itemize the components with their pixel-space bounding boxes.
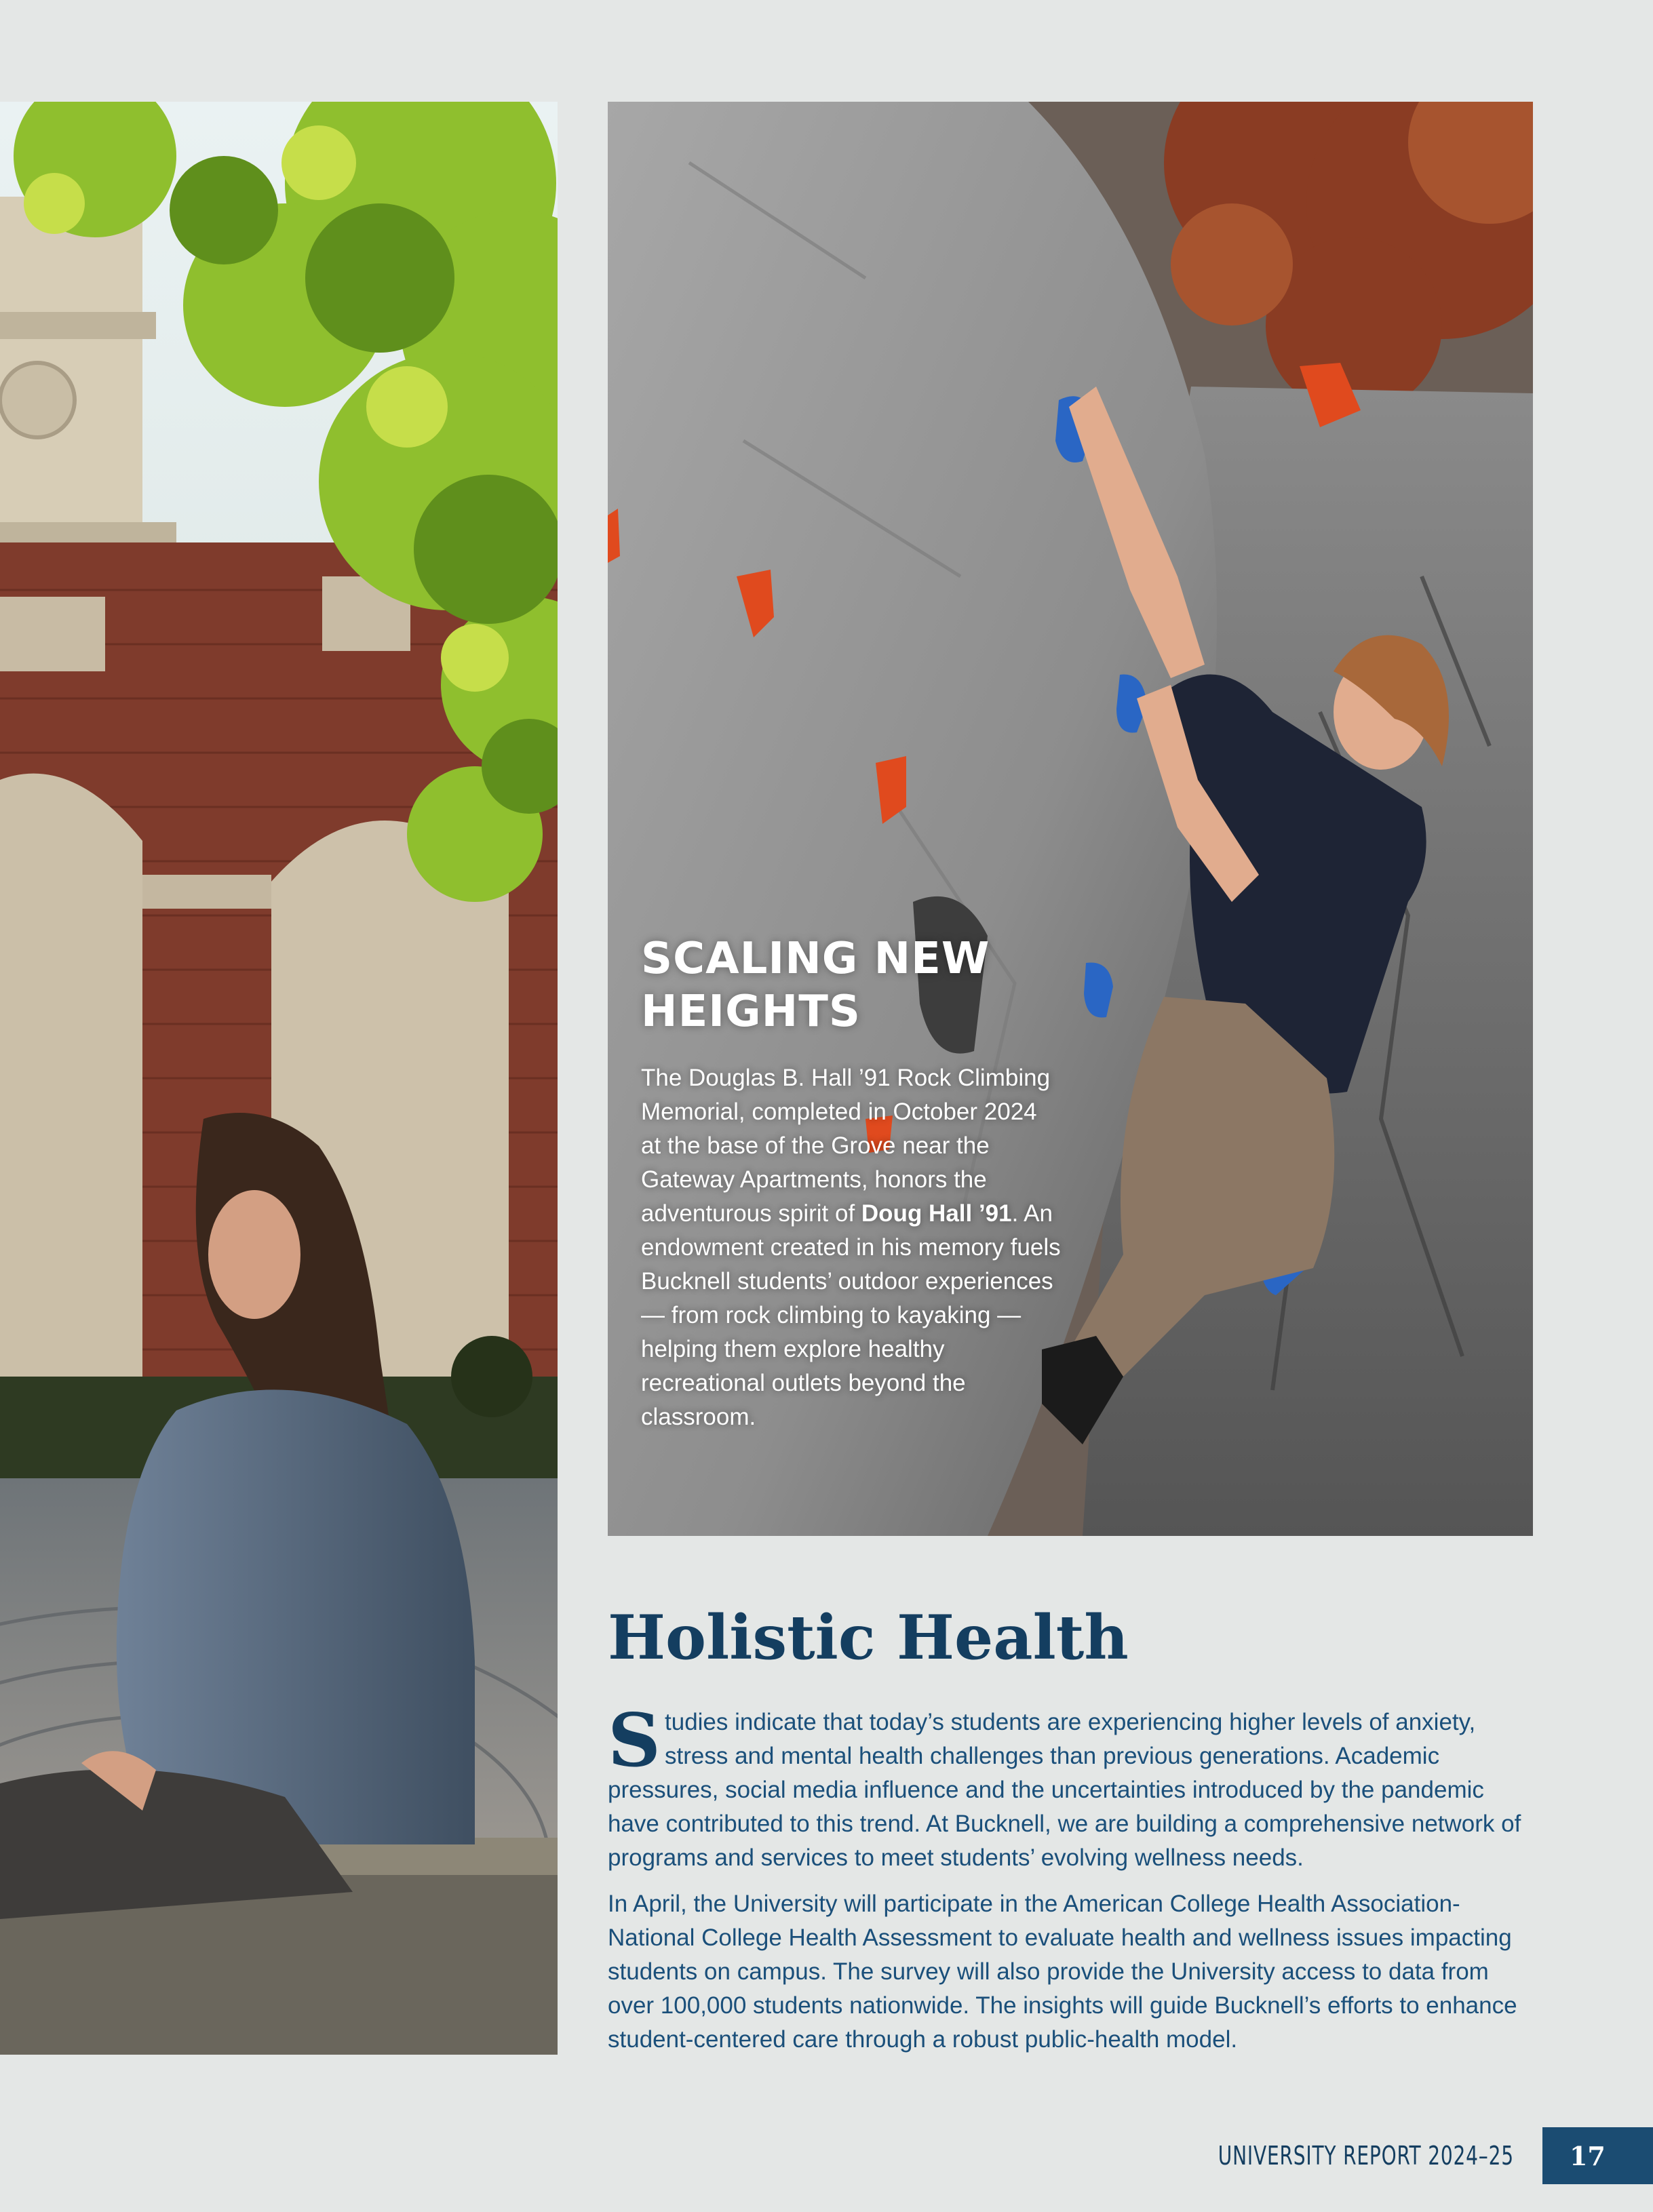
caption-title-line2: HEIGHTS (641, 987, 861, 1037)
article-heading: Holistic Health (608, 1602, 1129, 1674)
photo-caption (641, 932, 1062, 1434)
caption-honoree-name: Doug Hall ’91 (861, 1200, 1012, 1227)
caption-body-text: The Douglas B. Hall ’91 Rock Climbing Memorial, completed in October 2024 at the base of the Grove near the Gateway Apartments, honors the adventurous spirit of (641, 1065, 1051, 1227)
caption-body (641, 1061, 1062, 1434)
caption-title (641, 932, 1062, 1038)
student-chapel-photo (0, 102, 558, 2055)
drop-cap: S (608, 1698, 661, 1783)
student-chapel-illustration (0, 102, 558, 2055)
report-title: UNIVERSITY REPORT 2024–25 (1218, 2141, 1514, 2171)
article-paragraph-2: In April, the University will participate in the American College Health Association-National College Health Assessment to evaluate health and wellness issues impacting students on campus. The survey will also provide the University access to data from over 100,000 students nationwide. The insights will guide Bucknell’s efforts to enhance student-centered care through a robust public-health model. (608, 1891, 1517, 2053)
article-paragraph-1-text: tudies indicate that today’s students are experiencing higher levels of anxiety, stress and mental health challenges than previous generations. Academic pressures, social media influence and the uncertainties introduced by the pandemic have contributed to this trend. At Bucknell, we are building a comprehensive network of programs and services to meet students’ evolving wellness needs. (608, 1709, 1521, 1871)
article-body (608, 1698, 1533, 2069)
caption-body-text-continued: . An endowment created in his memory fuels Bucknell students’ outdoor experiences — from rock climbing to kayaking — helping them explore healthy recreational outlets beyond the classroom. (641, 1200, 1061, 1430)
article-paragraph-1 (608, 1698, 1533, 1875)
page-number: 17 (1542, 2127, 1653, 2184)
caption-title-line1: SCALING NEW (641, 934, 990, 984)
page-footer (1153, 2127, 1653, 2184)
